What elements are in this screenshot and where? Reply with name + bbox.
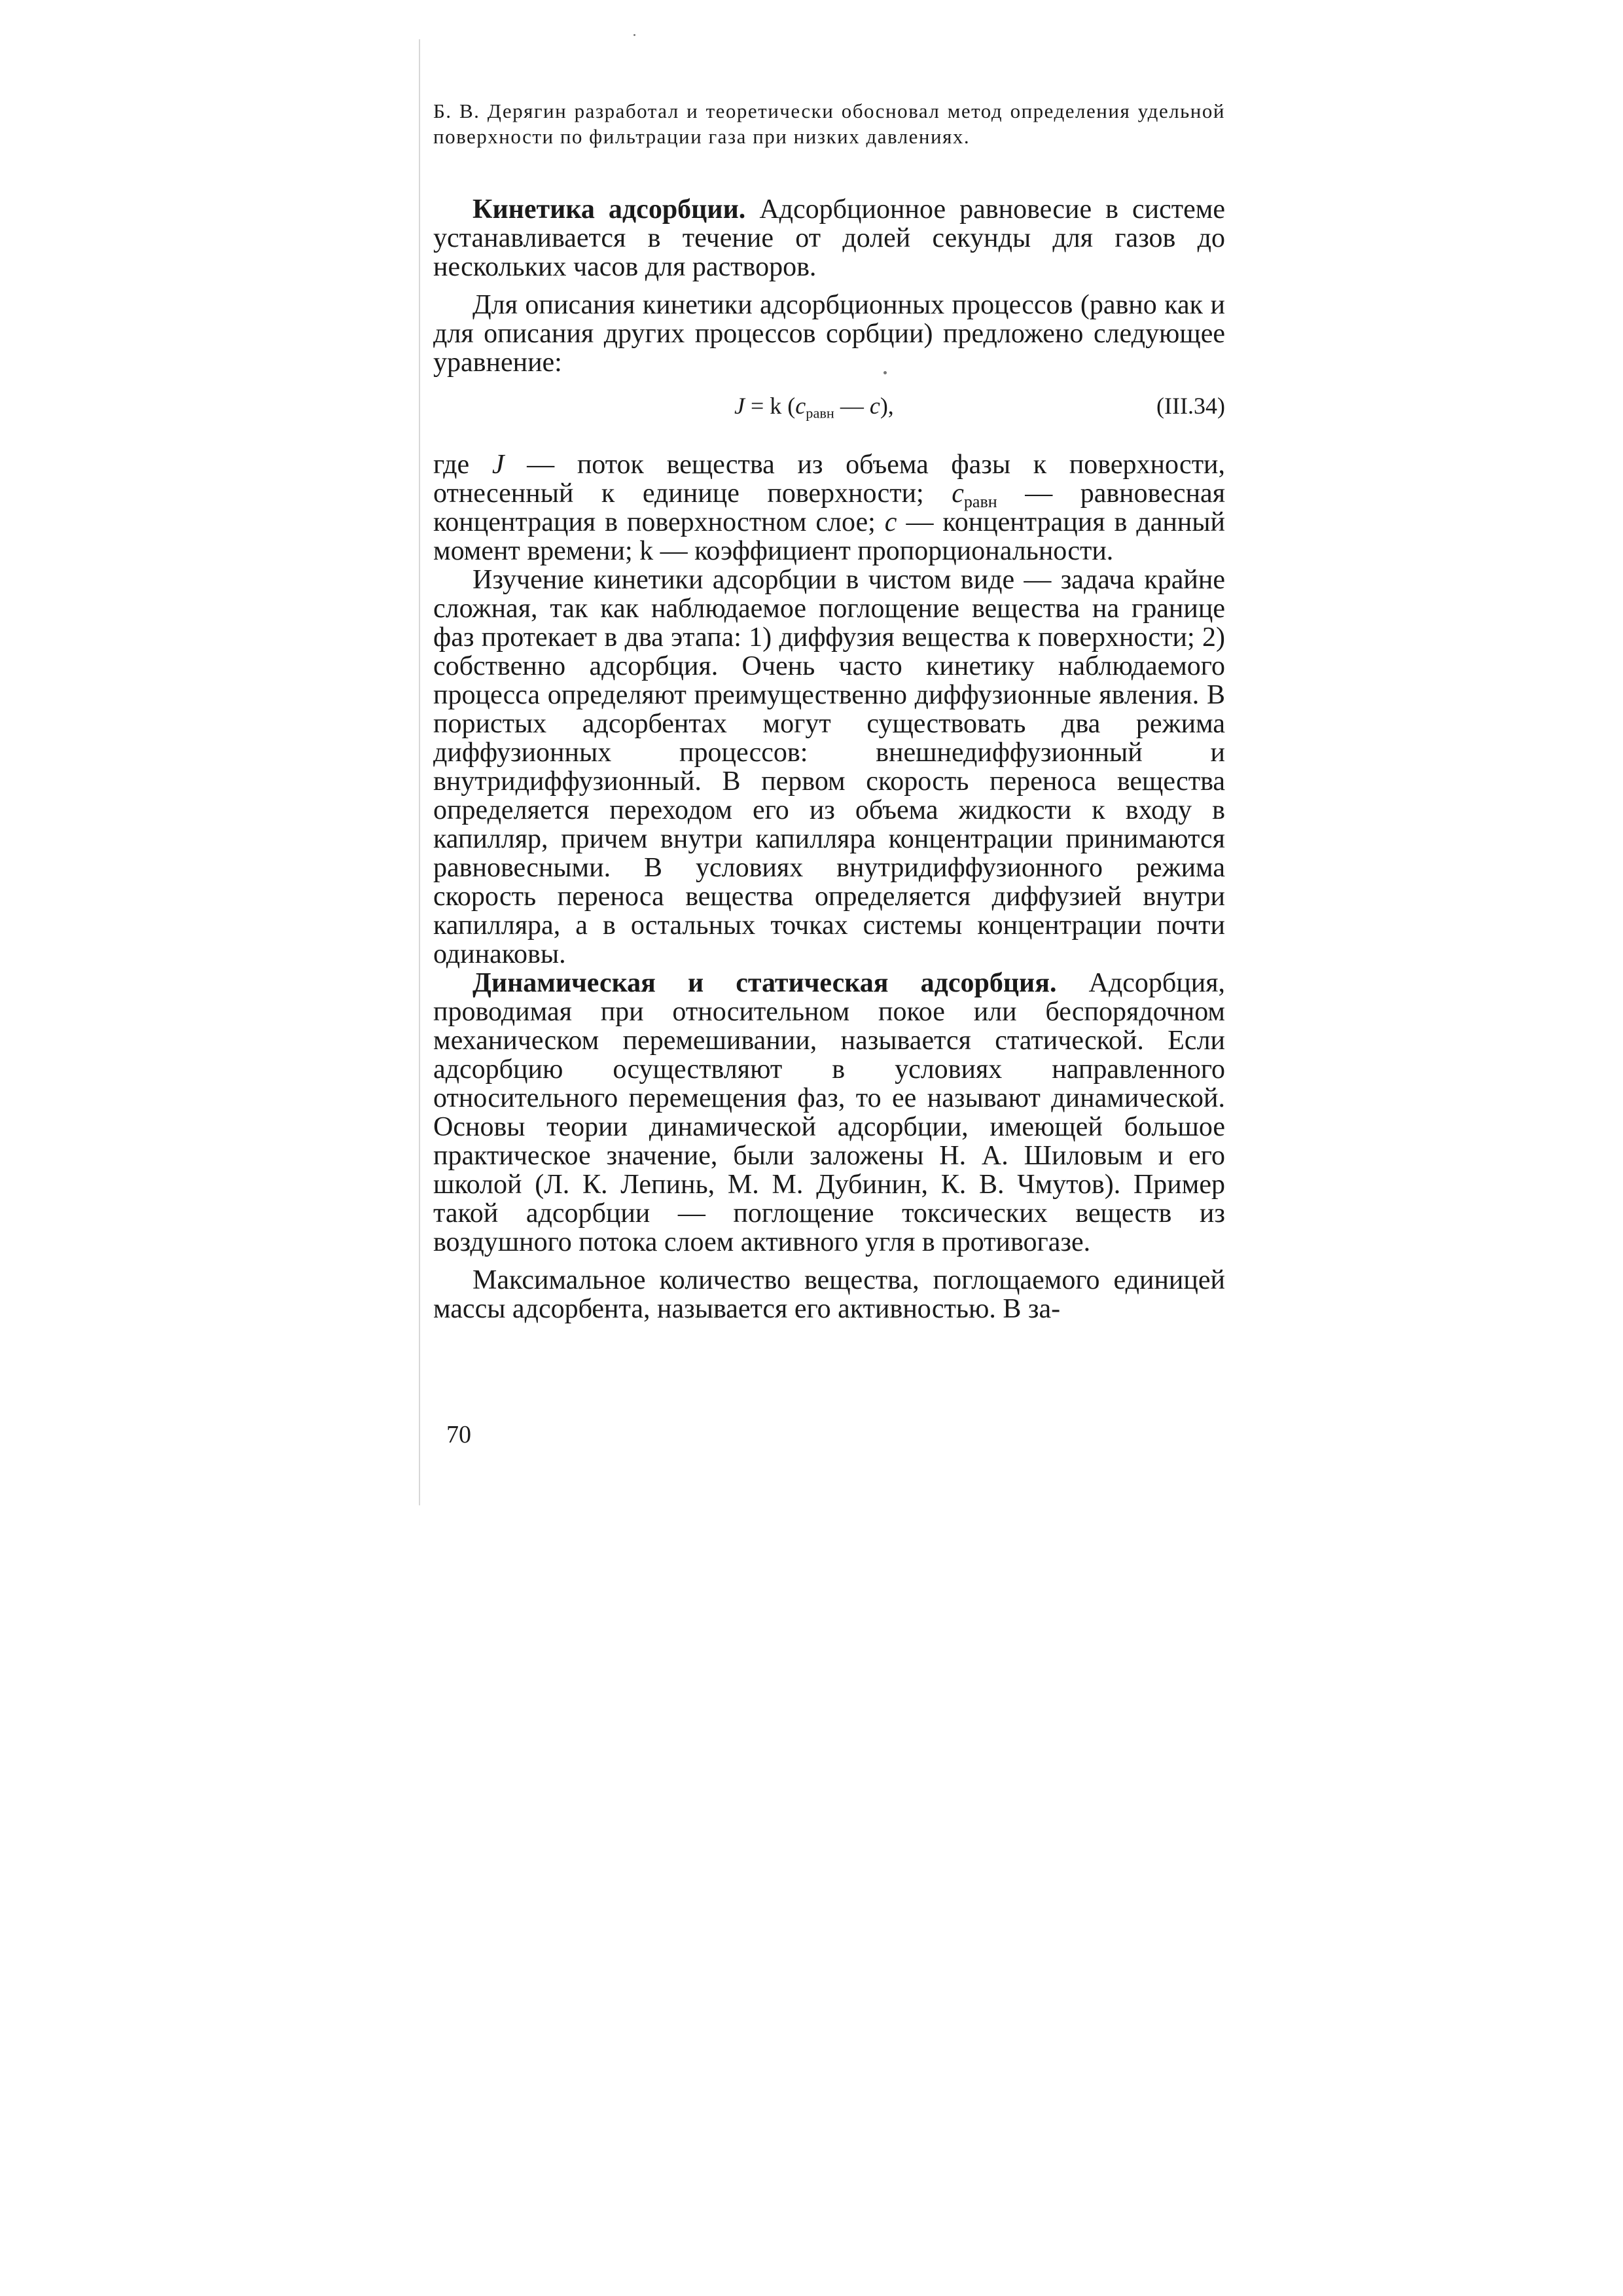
eq-c-equilibrium-sub: равн — [806, 404, 834, 422]
paragraph-activity: Максимальное количество вещества, поглощаемого единицей массы адсорбента, называется его активностью. В за- — [433, 1265, 1225, 1324]
paragraph-kinetics-text: Адсорбционное равновесие в системе устанавливается в течение от долей секунды для газов до нескольких часов для растворов. — [433, 194, 1226, 282]
def-k-symbol: k — [639, 536, 654, 566]
def-prefix: где — [433, 450, 470, 480]
def-J-text: — поток вещества из объема фазы к поверхности, отнесенный к единице поверхности; — [433, 450, 1226, 509]
eq-c: c — [869, 393, 880, 419]
paragraph-kinetics — [433, 195, 1225, 281]
eq-lhs: J — [734, 393, 745, 419]
section-heading-kinetics: Кинетика адсорбции. — [473, 194, 746, 224]
paragraph-dynamic — [433, 969, 1225, 1257]
equation — [734, 386, 894, 425]
scan-speck — [633, 34, 635, 36]
def-k-text: — коэффициент пропорциональности. — [660, 536, 1114, 566]
def-ceq-sub: равн — [963, 492, 997, 511]
footnote: Б. В. Дерягин разработал и теоретически обосновал метод определения удельной поверхности по фильтрации газа при низких давлениях. — [433, 99, 1225, 148]
def-J-symbol: J — [491, 450, 505, 480]
eq-k: k — [770, 393, 782, 419]
eq-close: ), — [880, 393, 894, 419]
paragraph-dynamic-text: Адсорбция, проводимая при относительном покое или беспорядочном механическом перемешивании, называется статической. Если адсорбцию осуществляют в условиях направленного относительного перемещения фаз, то ее называют динамической. Основы теории динамической адсорбции, имеющей большое практическое значение, были заложены Н. А. Шиловым и его школой (Л. К. Лепинь, М. М. Дубинин, К. В. Чмутов). Пример такой адсорбции — поглощение токсических веществ из воздушного потока слоем активного угля в противогазе. — [433, 968, 1226, 1257]
paragraph-study: Изучение кинетики адсорбции в чистом виде — задача крайне сложная, так как наблюдаемое поглощение вещества на границе фаз протекает в два этапа: 1) диффузия вещества к поверхности; 2) собственно адсорбция. Очень часто кинетику наблюдаемого процесса определяют преимущественно диффузионные явления. В пористых адсорбентах могут существовать два режима диффузионных процессов: внешнедиффузионный и внутридиффузионный. В первом скорость переноса вещества определяется переходом его из объема жидкости к входу в капилляр, причем внутри капилляра концентрации принимаются равновесными. В условиях внутридиффузионного режима скорость переноса вещества определяется диффузией внутри капилляра, а в остальных точках системы концентрации почти одинаковы. — [433, 565, 1225, 969]
def-c-symbol: c — [884, 507, 897, 537]
def-ceq-text: — равновесная концентрация в поверхностном слое; — [433, 478, 1226, 537]
scan-edge-shadow — [419, 39, 420, 1505]
paragraph-equation-intro: Для описания кинетики адсорбционных процессов (равно как и для описания других процессов сорбции) предложено следующее уравнение: — [433, 290, 1225, 378]
page-number: 70 — [446, 1421, 471, 1448]
eq-equals: = — [744, 393, 770, 419]
paragraph-definitions — [433, 450, 1225, 565]
def-c-text: — концентрация в данный момент времени; — [433, 507, 1225, 566]
eq-minus: — — [834, 393, 870, 419]
section-heading-dynamic: Динамическая и статическая адсорбция. — [473, 968, 1057, 998]
def-ceq-symbol: c — [952, 478, 964, 509]
equation-row — [433, 386, 1225, 425]
main-text — [433, 195, 1225, 1323]
eq-open: ( — [781, 393, 796, 419]
eq-c-equilibrium: c — [795, 393, 806, 419]
equation-number: (III.34) — [1156, 393, 1225, 419]
